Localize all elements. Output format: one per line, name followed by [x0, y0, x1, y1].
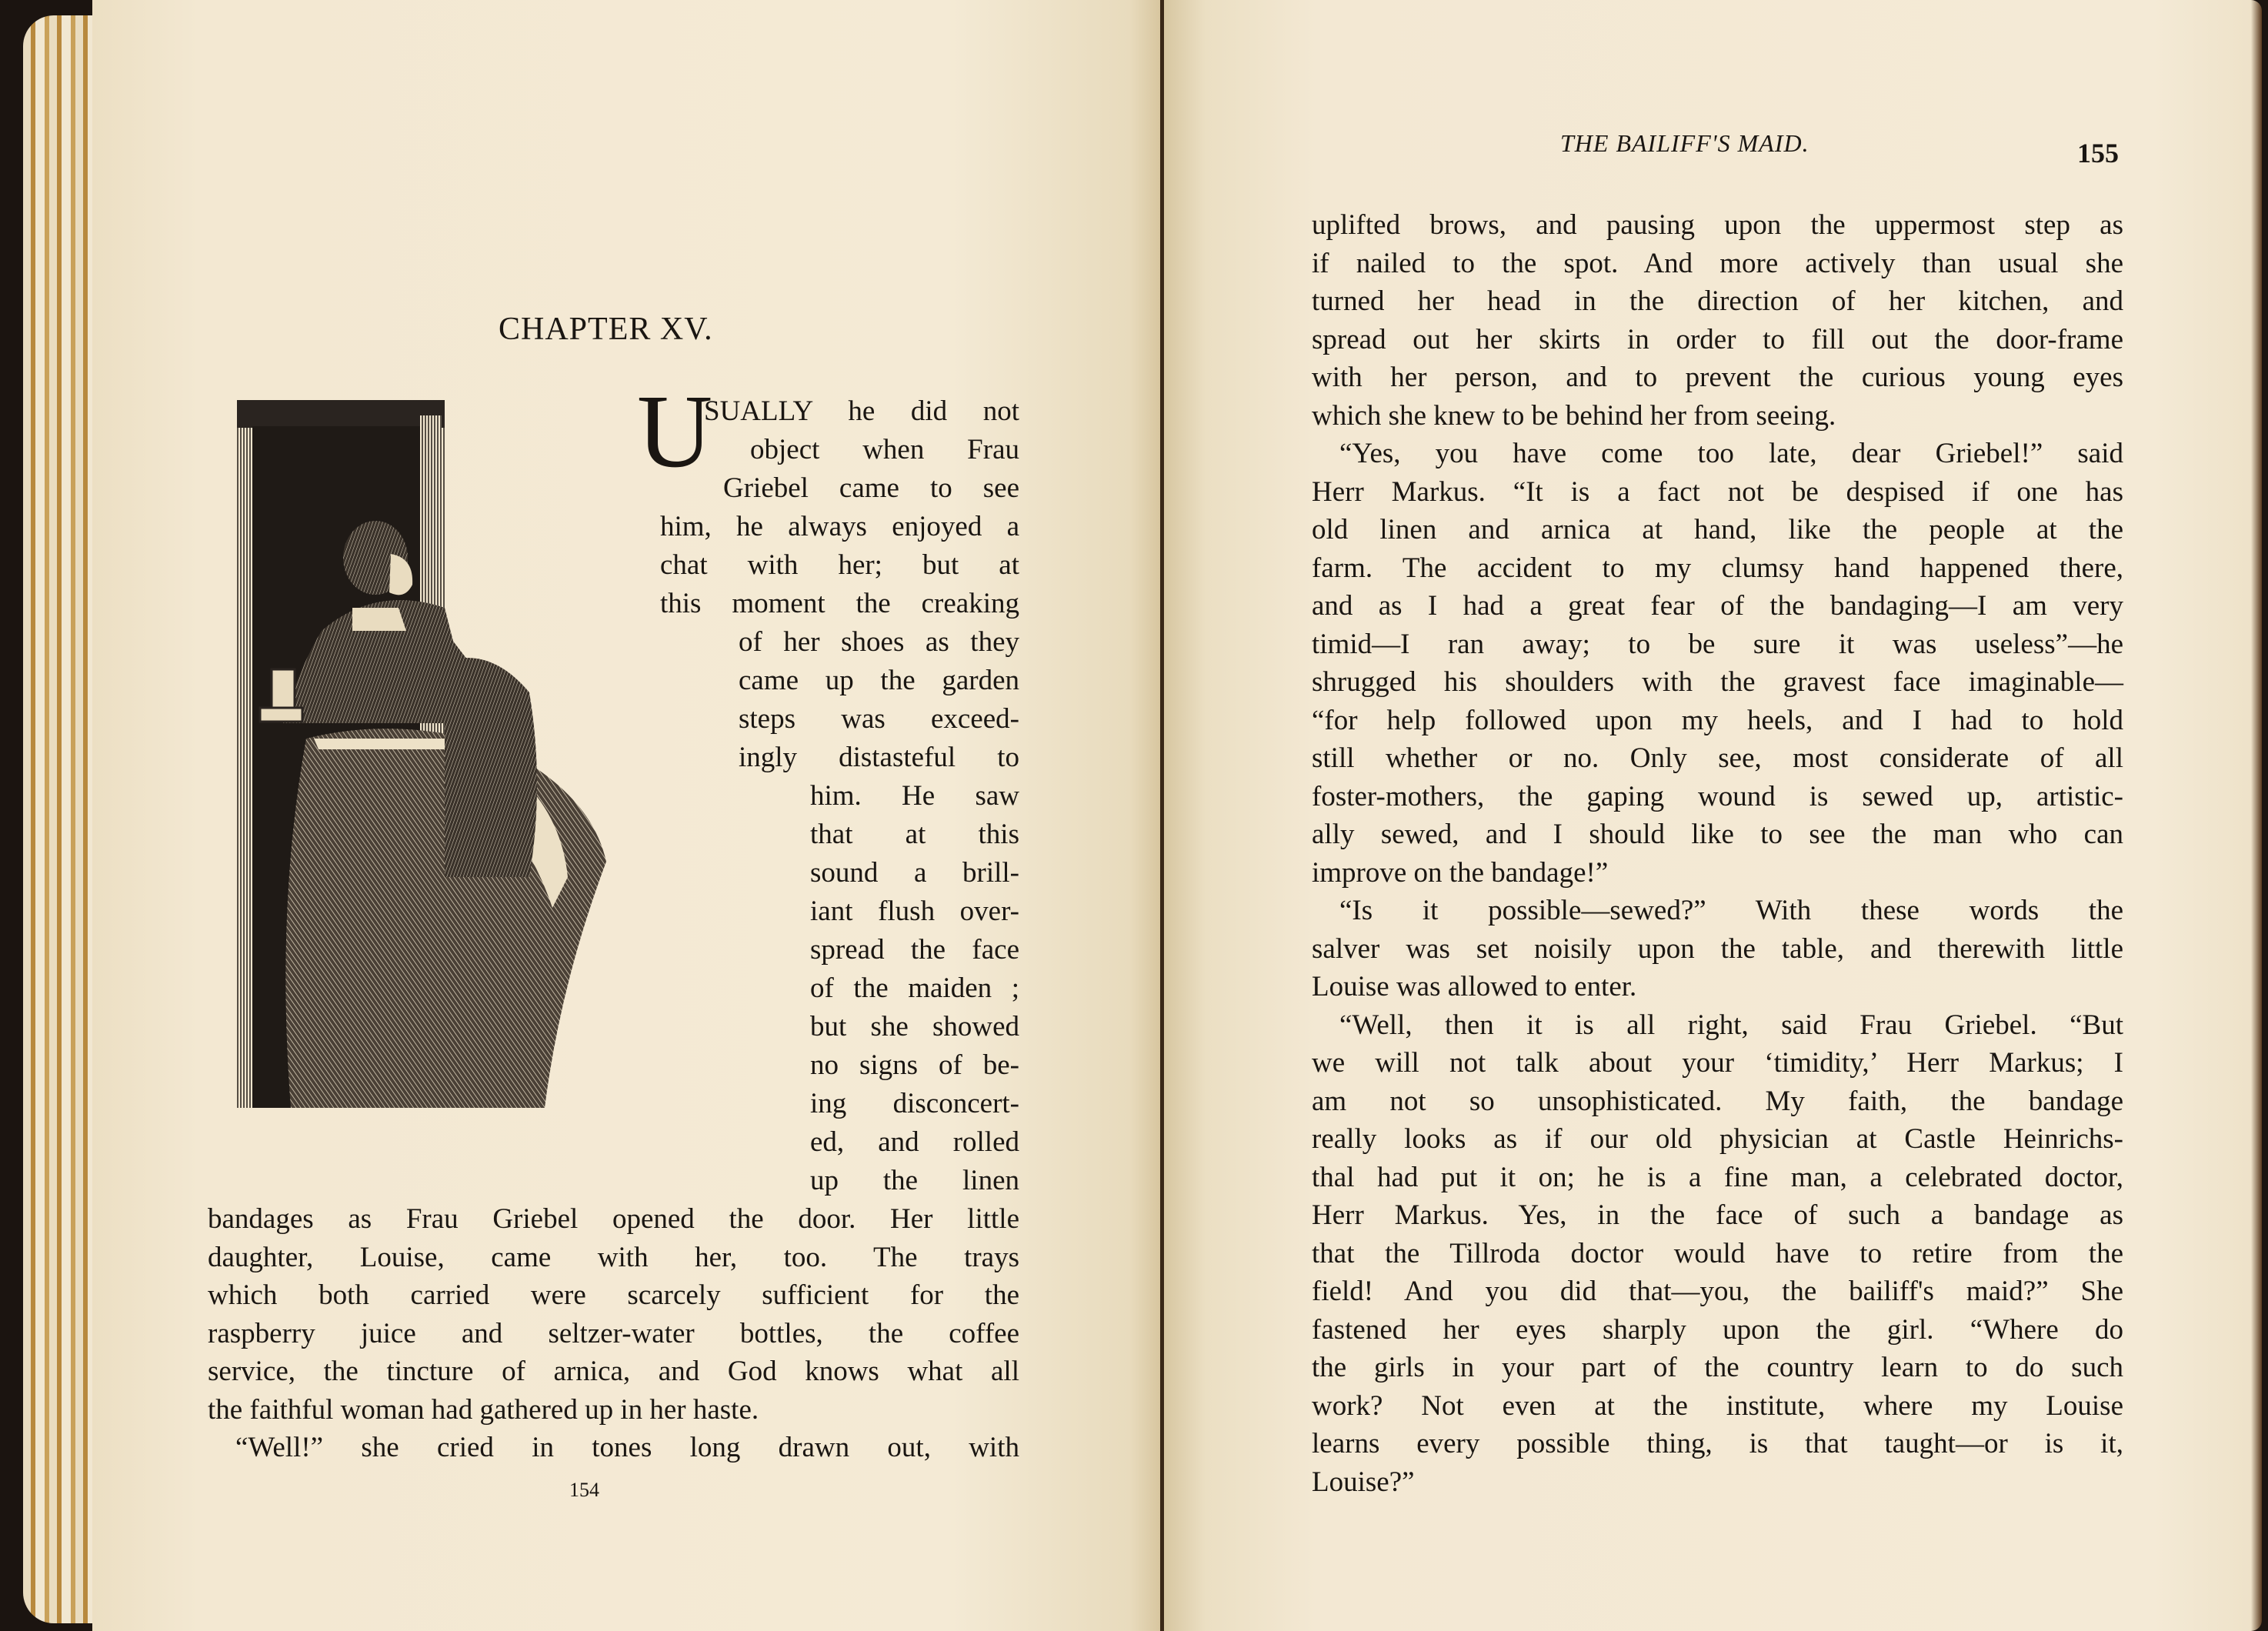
text-line: foster-mothers, the gaping wound is sewed up, artistic-: [1312, 780, 2123, 812]
text-line: we will not talk about your ‘timidity,’ Herr Markus; I: [1312, 1047, 2123, 1079]
text-line: “Is it possible—sewed?” With these words the: [1339, 895, 2123, 926]
page-number-left: 154: [569, 1479, 599, 1501]
text-line: sound a brill-: [810, 857, 1019, 889]
text-line: farm. The accident to my clumsy hand happened there,: [1312, 552, 2123, 584]
text-line: bandages as Frau Griebel opened the door. Her little: [208, 1203, 1019, 1235]
text-line: “Yes, you have come too late, dear Griebel!” said: [1339, 438, 2123, 469]
text-line: ingly distasteful to: [739, 742, 1019, 773]
text-line: the faithful woman had gathered up in her haste.: [208, 1393, 759, 1426]
text-line: timid—I ran away; to be sure it was useless”—he: [1312, 628, 2123, 660]
text-line: of her shoes as they: [739, 626, 1019, 658]
chapter-title: CHAPTER XV.: [499, 312, 713, 347]
drop-cap: U: [637, 374, 713, 489]
text-line: work? Not even at the institute, where my Louise: [1312, 1389, 2123, 1422]
text-line: spread the face: [810, 934, 1019, 966]
text-line: thal had put it on; he is a fine man, a celebrated doctor,: [1312, 1161, 2123, 1193]
text-line: him, he always enjoyed a: [660, 511, 1019, 542]
right-page-body: [1312, 206, 2123, 1501]
text-line: raspberry juice and seltzer-water bottles, the coffee: [208, 1317, 1019, 1349]
text-line: “for help followed upon my heels, and I had to hold: [1312, 704, 2123, 736]
text-line: improve on the bandage!”: [1312, 856, 1609, 889]
text-line: uplifted brows, and pausing upon the uppermost step as: [1312, 209, 2123, 241]
text-line: really looks as if our old physician at Castle Heinrichs-: [1312, 1123, 2123, 1155]
text-line: which both carried were scarcely sufficient for the: [208, 1279, 1019, 1311]
text-line: daughter, Louise, came with her, too. The trays: [208, 1241, 1019, 1273]
text-line: salver was set noisily upon the table, and therewith little: [1312, 932, 2123, 965]
text-line: if nailed to the spot. And more actively than usual she: [1312, 247, 2123, 279]
wall-shading: [445, 658, 537, 877]
text-line: ally sewed, and I should like to see the man who can: [1312, 819, 2123, 850]
text-line: “Well, then it is all right, said Frau Griebel. “But: [1339, 1009, 2123, 1041]
book-gutter: [1160, 0, 1164, 1631]
text-line: but she showed: [810, 1011, 1019, 1042]
text-line: Louise?”: [1312, 1466, 1415, 1498]
running-head: THE BAILIFF'S MAID.: [1560, 129, 1809, 157]
page-number-right: 155: [2077, 138, 2119, 168]
text-line: Herr Markus. “It is a fact not be despised if one has: [1312, 475, 2123, 508]
text-line: this moment the creaking: [660, 588, 1019, 619]
text-line: which she knew to be behind her from seeing.: [1312, 399, 1836, 432]
text-line: old linen and arnica at hand, like the people at the: [1312, 514, 2123, 545]
text-line: fastened her eyes sharply upon the girl. “Where do: [1312, 1313, 2123, 1346]
text-line: came up the garden: [739, 665, 1019, 696]
text-line: SUALLY he did not: [704, 395, 1019, 427]
left-page-body: [208, 1200, 1019, 1467]
text-line: Griebel came to see: [723, 472, 1019, 504]
text-line: learns every possible thing, is that taught—or is it,: [1312, 1428, 2123, 1459]
text-line: iant flush over-: [810, 896, 1019, 927]
text-line: service, the tincture of arnica, and God knows what all: [208, 1356, 1019, 1387]
text-line: the girls in your part of the country learn to do such: [1312, 1352, 2123, 1383]
text-line: ing disconcert-: [810, 1088, 1019, 1119]
text-line: field! And you did that—you, the bailiff's maid?” She: [1312, 1276, 2123, 1307]
text-line: object when Frau: [750, 434, 1019, 465]
text-line: steps was exceed-: [739, 703, 1019, 735]
text-line: up the linen: [810, 1165, 1019, 1196]
text-line: with her person, and to prevent the curious young eyes: [1312, 362, 2123, 393]
text-line: Herr Markus. Yes, in the face of such a bandage as: [1312, 1199, 2123, 1231]
text-line: still whether or no. Only see, most considerate of all: [1312, 742, 2123, 774]
text-line: Louise was allowed to enter.: [1312, 971, 1637, 1002]
text-line: spread out her skirts in order to fill out the door-frame: [1312, 323, 2123, 355]
text-line: chat with her; but at: [660, 549, 1019, 581]
engraving-illustration: [237, 400, 637, 1139]
text-line: and as I had a great fear of the bandaging—I am very: [1312, 590, 2123, 622]
text-line: turned her head in the direction of her kitchen, and: [1312, 285, 2123, 317]
text-line: ed, and rolled: [810, 1126, 1019, 1158]
text-line: of the maiden ;: [810, 972, 1019, 1004]
text-line: “Well!” she cried in tones long drawn out, with: [235, 1432, 1019, 1463]
text-line: no signs of be-: [810, 1049, 1019, 1081]
page-edges: [23, 15, 100, 1623]
text-line: him. He saw: [810, 780, 1019, 812]
text-line: that at this: [810, 819, 1019, 850]
text-line: shrugged his shoulders with the gravest face imaginable—: [1312, 666, 2123, 698]
text-line: that the Tillroda doctor would have to retire from the: [1312, 1237, 2123, 1269]
text-line: am not so unsophisticated. My faith, the bandage: [1312, 1085, 2123, 1117]
